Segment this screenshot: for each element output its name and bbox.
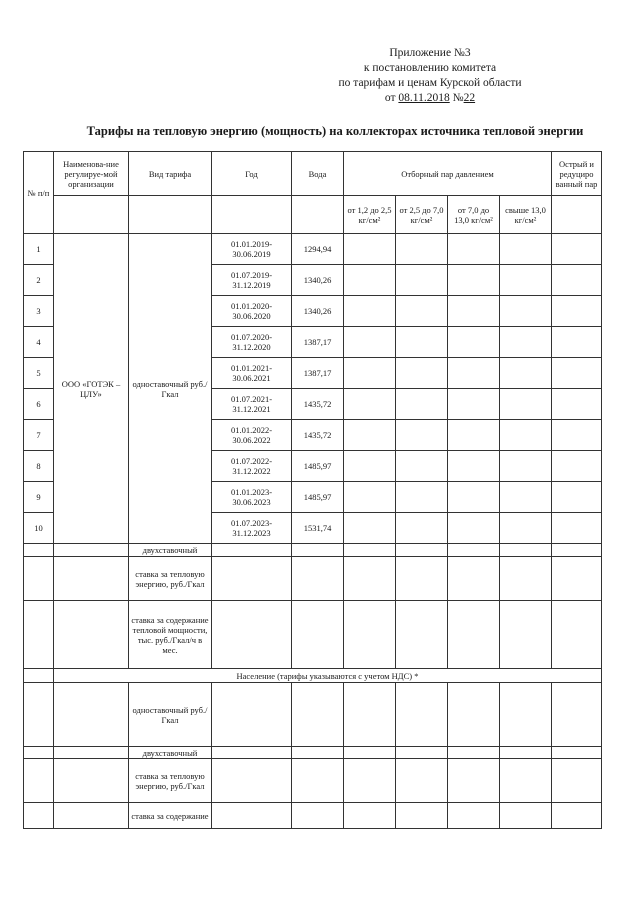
row-number: 8 bbox=[24, 451, 54, 482]
pop-two-rate-row bbox=[24, 747, 602, 759]
empty-cell bbox=[500, 358, 552, 389]
period-cell: 01.01.2021-30.06.2021 bbox=[212, 358, 292, 389]
empty-cell bbox=[344, 296, 396, 327]
header-year: Год bbox=[212, 152, 292, 196]
pop-single-rate-label: одноставочный руб./Гкал bbox=[129, 683, 212, 747]
water-tariff-cell: 1387,17 bbox=[292, 358, 344, 389]
empty-cell bbox=[396, 265, 448, 296]
document-title: Тарифы на тепловую энергию (мощность) на коллекторах источника тепловой энергии bbox=[86, 124, 584, 138]
row-number: 10 bbox=[24, 513, 54, 544]
empty-cell bbox=[344, 265, 396, 296]
empty-cell bbox=[396, 482, 448, 513]
appendix-block bbox=[310, 46, 550, 106]
two-rate-row bbox=[24, 544, 602, 557]
header-steam: Отборный пар давлением bbox=[344, 152, 552, 196]
water-tariff-cell: 1485,97 bbox=[292, 482, 344, 513]
header-hot-steam: Острый и редуциро ванный пар bbox=[552, 152, 602, 196]
period-cell: 01.01.2022-30.06.2022 bbox=[212, 420, 292, 451]
empty-cell bbox=[552, 265, 602, 296]
header-tariff-type: Вид тарифа bbox=[129, 152, 212, 196]
empty-cell bbox=[448, 296, 500, 327]
empty-cell bbox=[344, 482, 396, 513]
empty-cell bbox=[552, 513, 602, 544]
period-cell: 01.07.2021-31.12.2021 bbox=[212, 389, 292, 420]
row-number: 7 bbox=[24, 420, 54, 451]
empty-cell bbox=[344, 389, 396, 420]
period-cell: 01.01.2020-30.06.2020 bbox=[212, 296, 292, 327]
empty-cell bbox=[448, 327, 500, 358]
period-cell: 01.01.2023-30.06.2023 bbox=[212, 482, 292, 513]
water-tariff-cell: 1340,26 bbox=[292, 265, 344, 296]
pop-energy-rate-row bbox=[24, 759, 602, 803]
org-name: ООО «ГОТЭК – ЦЛУ» bbox=[54, 234, 129, 544]
appendix-line-3: по тарифам и ценам Курской области bbox=[338, 77, 522, 89]
single-rate-label: одноставочный руб./Гкал bbox=[129, 234, 212, 544]
header-pressure-4: свыше 13,0 кг/см² bbox=[500, 196, 552, 234]
empty-cell bbox=[552, 482, 602, 513]
empty-cell bbox=[396, 420, 448, 451]
water-tariff-cell: 1435,72 bbox=[292, 420, 344, 451]
empty-cell bbox=[500, 389, 552, 420]
table-row bbox=[24, 234, 602, 265]
two-rate-label: двухставочный bbox=[129, 544, 212, 557]
energy-rate-row bbox=[24, 557, 602, 601]
empty-cell bbox=[344, 234, 396, 265]
tariff-table bbox=[23, 151, 602, 829]
empty-cell bbox=[344, 358, 396, 389]
empty-cell bbox=[552, 296, 602, 327]
header-pressure-1: от 1,2 до 2,5 кг/см² bbox=[344, 196, 396, 234]
header-pressure-2: от 2,5 до 7,0 кг/см² bbox=[396, 196, 448, 234]
water-tariff-cell: 1531,74 bbox=[292, 513, 344, 544]
empty-cell bbox=[500, 296, 552, 327]
energy-rate-label: ставка за тепловую энергию, руб./Гкал bbox=[129, 557, 212, 601]
empty-cell bbox=[500, 482, 552, 513]
row-number: 6 bbox=[24, 389, 54, 420]
empty-cell bbox=[500, 451, 552, 482]
empty-cell bbox=[552, 420, 602, 451]
empty-cell bbox=[552, 451, 602, 482]
period-cell: 01.07.2023-31.12.2023 bbox=[212, 513, 292, 544]
empty-cell bbox=[448, 482, 500, 513]
empty-cell bbox=[396, 234, 448, 265]
empty-cell bbox=[396, 358, 448, 389]
water-tariff-cell: 1340,26 bbox=[292, 296, 344, 327]
row-number: 5 bbox=[24, 358, 54, 389]
empty-cell bbox=[500, 234, 552, 265]
row-number: 9 bbox=[24, 482, 54, 513]
header-org: Наименова-ние регулируе-мой организации bbox=[54, 152, 129, 196]
period-cell: 01.01.2019-30.06.2019 bbox=[212, 234, 292, 265]
empty-cell bbox=[448, 234, 500, 265]
row-number: 1 bbox=[24, 234, 54, 265]
water-tariff-cell: 1485,97 bbox=[292, 451, 344, 482]
appendix-line-1: Приложение №3 bbox=[389, 47, 471, 59]
row-number: 2 bbox=[24, 265, 54, 296]
row-number: 4 bbox=[24, 327, 54, 358]
empty-cell bbox=[552, 327, 602, 358]
capacity-rate-row bbox=[24, 601, 602, 669]
population-note: Население (тарифы указываются с учетом НДС) * bbox=[54, 669, 602, 683]
period-cell: 01.07.2022-31.12.2022 bbox=[212, 451, 292, 482]
resolution-date: 08.11.2018 bbox=[398, 92, 450, 104]
empty-cell bbox=[552, 389, 602, 420]
water-tariff-cell: 1435,72 bbox=[292, 389, 344, 420]
empty-cell bbox=[344, 513, 396, 544]
pop-two-rate-label: двухставочный bbox=[129, 747, 212, 759]
period-cell: 01.07.2020-31.12.2020 bbox=[212, 327, 292, 358]
empty-cell bbox=[396, 513, 448, 544]
appendix-line-2: к постановлению комитета bbox=[363, 62, 497, 74]
empty-cell bbox=[344, 420, 396, 451]
water-tariff-cell: 1387,17 bbox=[292, 327, 344, 358]
empty-cell bbox=[552, 358, 602, 389]
pop-capacity-rate-row bbox=[24, 803, 602, 829]
empty-cell bbox=[344, 451, 396, 482]
population-row bbox=[24, 669, 602, 683]
pop-energy-rate-label: ставка за тепловую энергию, руб./Гкал bbox=[129, 759, 212, 803]
empty-cell bbox=[448, 358, 500, 389]
empty-cell bbox=[448, 265, 500, 296]
empty-cell bbox=[500, 265, 552, 296]
empty-cell bbox=[500, 327, 552, 358]
period-cell: 01.07.2019-31.12.2019 bbox=[212, 265, 292, 296]
pop-capacity-rate-label: ставка за содержание bbox=[129, 803, 212, 829]
appendix-date-line: от 08.11.2018 №22 bbox=[384, 92, 476, 104]
empty-cell bbox=[552, 234, 602, 265]
empty-cell bbox=[448, 513, 500, 544]
header-num: № п/п bbox=[24, 152, 54, 234]
header-water: Вода bbox=[292, 152, 344, 196]
empty-cell bbox=[500, 420, 552, 451]
empty-cell bbox=[344, 327, 396, 358]
empty-cell bbox=[448, 389, 500, 420]
resolution-number: 22 bbox=[463, 92, 476, 104]
capacity-rate-label: ставка за содержание тепловой мощности, тыс. руб./Гкал/ч в мес. bbox=[129, 601, 212, 669]
header-pressure-3: от 7,0 до 13,0 кг/см² bbox=[448, 196, 500, 234]
row-number: 3 bbox=[24, 296, 54, 327]
empty-cell bbox=[396, 327, 448, 358]
empty-cell bbox=[396, 296, 448, 327]
empty-cell bbox=[396, 389, 448, 420]
empty-cell bbox=[448, 420, 500, 451]
empty-cell bbox=[448, 451, 500, 482]
empty-cell bbox=[500, 513, 552, 544]
empty-cell bbox=[396, 451, 448, 482]
pop-single-rate-row bbox=[24, 683, 602, 747]
water-tariff-cell: 1294,94 bbox=[292, 234, 344, 265]
